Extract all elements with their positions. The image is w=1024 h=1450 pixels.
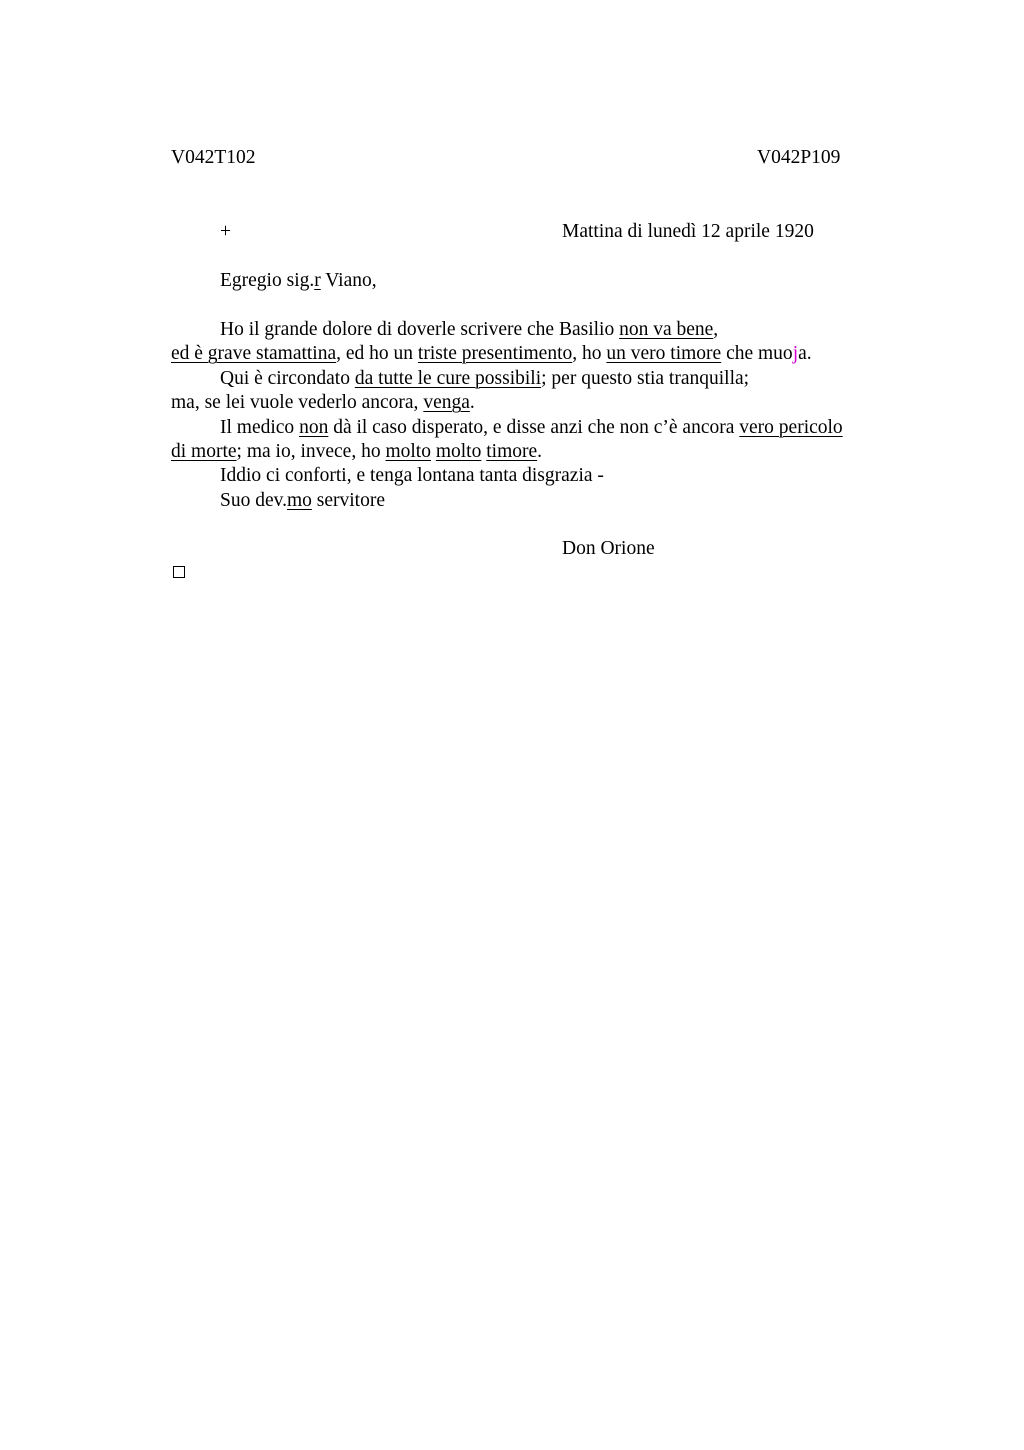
paragraph-2-line-2 <box>171 391 475 415</box>
signature: Don Orione <box>562 538 655 559</box>
salutation-post: Viano, <box>320 270 377 291</box>
text-run: , <box>713 319 719 340</box>
text-run: . <box>469 392 475 413</box>
underlined-text: da tutte le cure possibili <box>354 368 542 389</box>
underlined-text: un vero timore <box>606 343 722 364</box>
text-run: , ho <box>572 343 607 364</box>
text-run: a. <box>798 343 812 364</box>
text-run: Ho il grande dolore di doverle scrivere che Basilio <box>220 319 620 340</box>
text-run: . <box>537 441 543 462</box>
cross-mark: + <box>220 221 231 242</box>
text-run: ; ma io, invece, ho <box>236 441 386 462</box>
underlined-text: vero pericolo <box>739 417 843 438</box>
closing-post: servitore <box>311 490 386 511</box>
text-run: dà il caso disperato, e disse anzi che non c’è ancora <box>328 417 740 438</box>
text-run: ; per questo stia tranquilla; <box>541 368 750 389</box>
closing-abbrev: mo <box>286 490 312 511</box>
paragraph-3-line-1 <box>220 416 843 440</box>
underlined-text: non <box>299 417 329 438</box>
letter-date: Mattina di lunedì 12 aprile 1920 <box>562 221 814 242</box>
underlined-text: triste presentimento <box>417 343 573 364</box>
text-run: che muo <box>721 343 793 364</box>
paragraph-3-line-2 <box>171 440 542 464</box>
header-right-code: V042P109 <box>757 147 841 168</box>
closing <box>220 489 385 513</box>
underlined-text: timore <box>486 441 538 462</box>
underlined-text: molto <box>385 441 431 462</box>
underlined-text: non va bene <box>619 319 714 340</box>
paragraph-2-line-1 <box>220 367 749 391</box>
checkbox-square-icon <box>173 566 185 578</box>
paragraph-1-line-2 <box>171 342 812 366</box>
underlined-text: venga <box>423 392 470 413</box>
closing-pre: Suo dev. <box>220 490 287 511</box>
underlined-text: di morte <box>171 441 237 462</box>
underlined-text: ed è grave stamattina <box>171 343 337 364</box>
salutation <box>220 269 377 293</box>
text-run: Il medico <box>220 417 300 438</box>
text-run: ma, se lei vuole vederlo ancora, <box>171 392 424 413</box>
paragraph-4: Iddio ci conforti, e tenga lontana tanta disgrazia - <box>220 465 604 486</box>
underlined-text: molto <box>435 441 482 462</box>
salutation-pre: Egregio sig. <box>220 270 315 291</box>
header-left-code: V042T102 <box>171 147 256 168</box>
text-run: Qui è circondato <box>220 368 355 389</box>
text-run: , ed ho un <box>336 343 418 364</box>
salutation-abbrev: r <box>314 270 321 291</box>
highlighted-letter: j <box>792 343 799 364</box>
paragraph-1-line-1 <box>220 318 718 342</box>
